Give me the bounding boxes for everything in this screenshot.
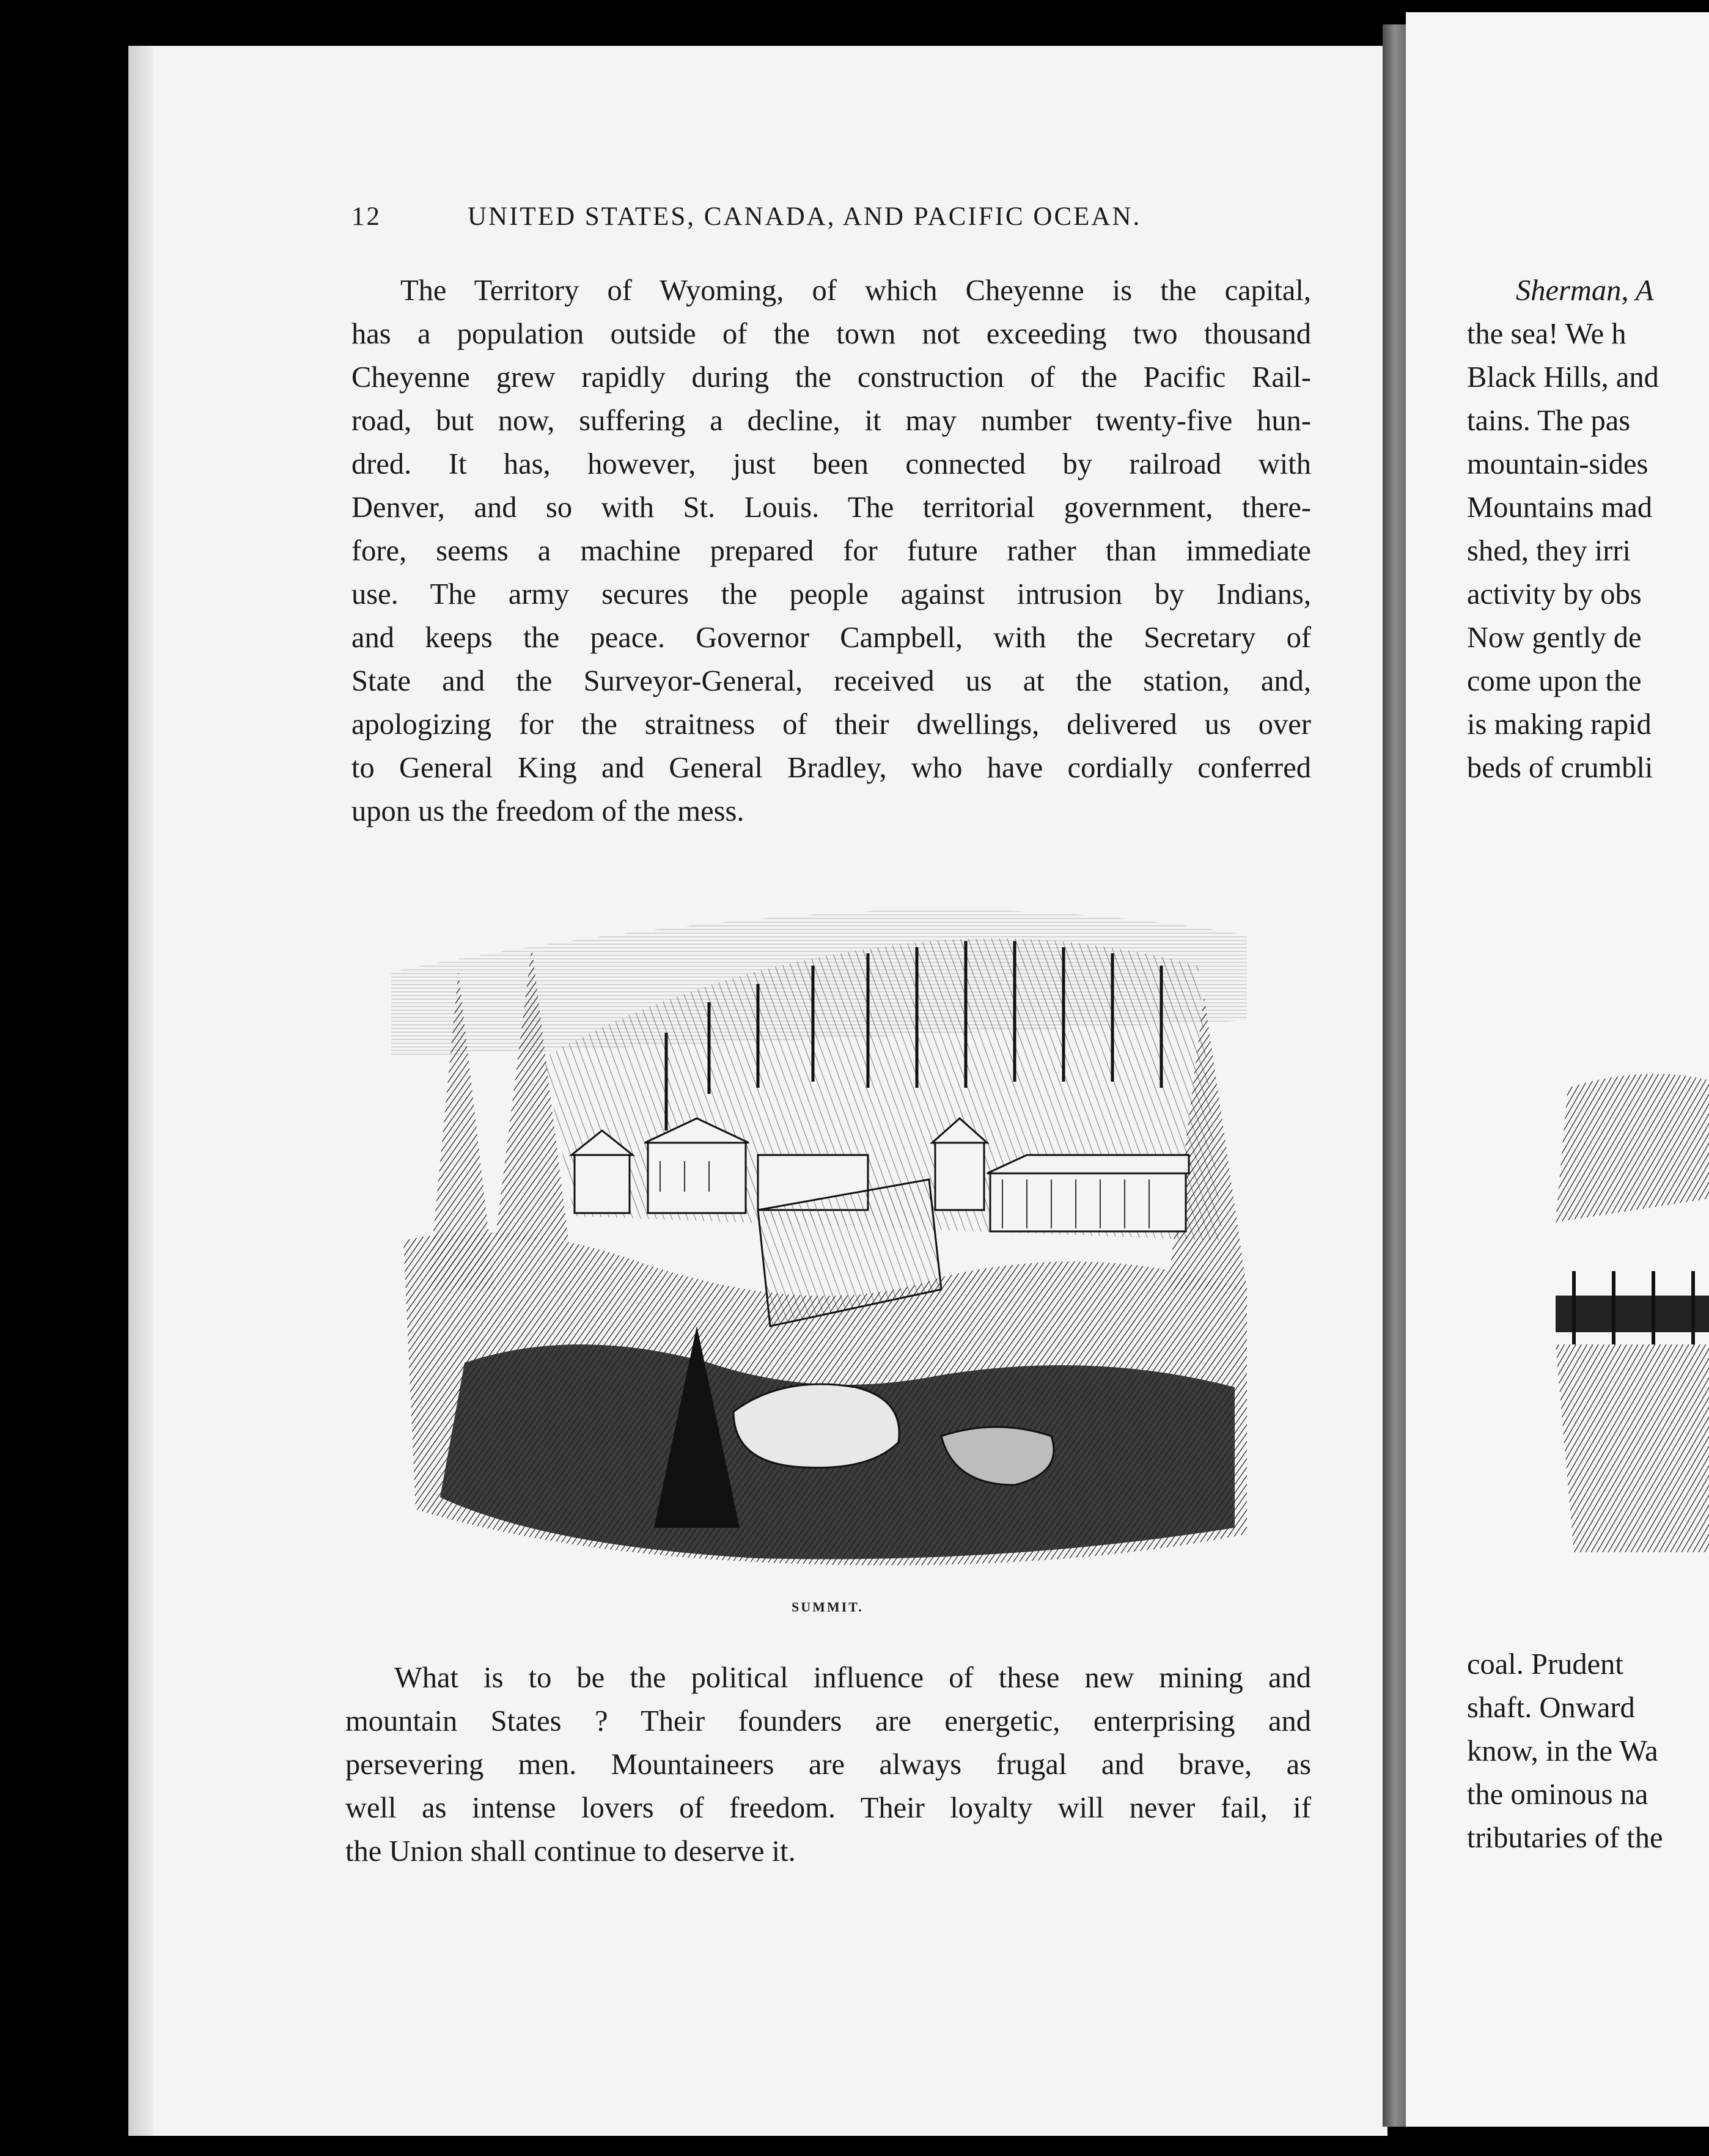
text-line: fore, seems a machine prepared for future rather than immediate [351,535,1311,567]
text-line: persevering men. Mountaineers are always frugal and brave, as [345,1748,1311,1781]
right-page-top-text [1467,269,1659,790]
text-line: apologizing for the straitness of their dwellings, delivered us over [351,708,1311,741]
text-line: use. The army secures the people against intrusion by Indians, [351,578,1311,610]
text-line: Mountains mad [1467,491,1653,524]
text-line: Sherman, A [1516,274,1654,307]
text-line: Black Hills, and [1467,361,1659,394]
text-line: know, in the Wa [1467,1735,1658,1767]
text-line: tributaries of the [1467,1822,1663,1854]
text-line: activity by obs [1467,578,1642,610]
summit-engraving [391,898,1259,1577]
left-page-edge [128,46,153,2136]
right-page-engraving-fragment [1556,880,1709,1558]
text-line: to General King and General Bradley, who have cordially conferred [351,752,1311,784]
text-line: the ominous na [1467,1778,1648,1811]
text-line: the Union shall continue to deserve it. [345,1835,796,1868]
text-line: and keeps the peace. Governor Campbell, with the Secretary of [351,622,1311,654]
paragraph-political-influence [345,1656,1311,1873]
text-line: has a population outside of the town not exceeding two thousand [351,318,1311,350]
text-line: Cheyenne grew rapidly during the construction of the Pacific Rail- [351,361,1311,394]
text-line: The Territory of Wyoming, of which Cheyenne is the capital, [400,274,1311,307]
text-line: Denver, and so with St. Louis. The territorial government, there- [351,491,1311,524]
right-page-bottom-text [1467,1643,1663,1860]
text-line: beds of crumbli [1467,752,1653,784]
text-line: tains. The pas [1467,405,1631,437]
text-line: coal. Prudent [1467,1648,1623,1681]
text-line: mountain States ? Their founders are energetic, enterprising and [345,1705,1311,1737]
text-line: upon us the freedom of the mess. [351,795,744,827]
page-number: 12 [351,202,381,231]
text-line: Now gently de [1467,622,1642,654]
paragraph-wyoming [351,269,1311,833]
text-line: shed, they irri [1467,535,1631,567]
figure-caption: SUMMIT. [792,1599,864,1615]
running-title: UNITED STATES, CANADA, AND PACIFIC OCEAN. [468,202,1142,231]
text-line: shaft. Onward [1467,1692,1635,1724]
right-page [1406,12,1709,2127]
text-line: State and the Surveyor-General, received us at the station, and, [351,665,1311,697]
text-line: well as intense lovers of freedom. Their loyalty will never fail, if [345,1792,1311,1824]
text-line: dred. It has, however, just been connected by railroad with [351,448,1311,480]
text-line: road, but now, suffering a decline, it may number twenty-five hun- [351,405,1311,437]
text-line: mountain-sides [1467,448,1648,480]
text-line: is making rapid [1467,708,1652,741]
text-line: the sea! We h [1467,318,1626,350]
text-line: What is to be the political influence of these new mining and [394,1662,1311,1694]
text-line: come upon the [1467,665,1642,697]
